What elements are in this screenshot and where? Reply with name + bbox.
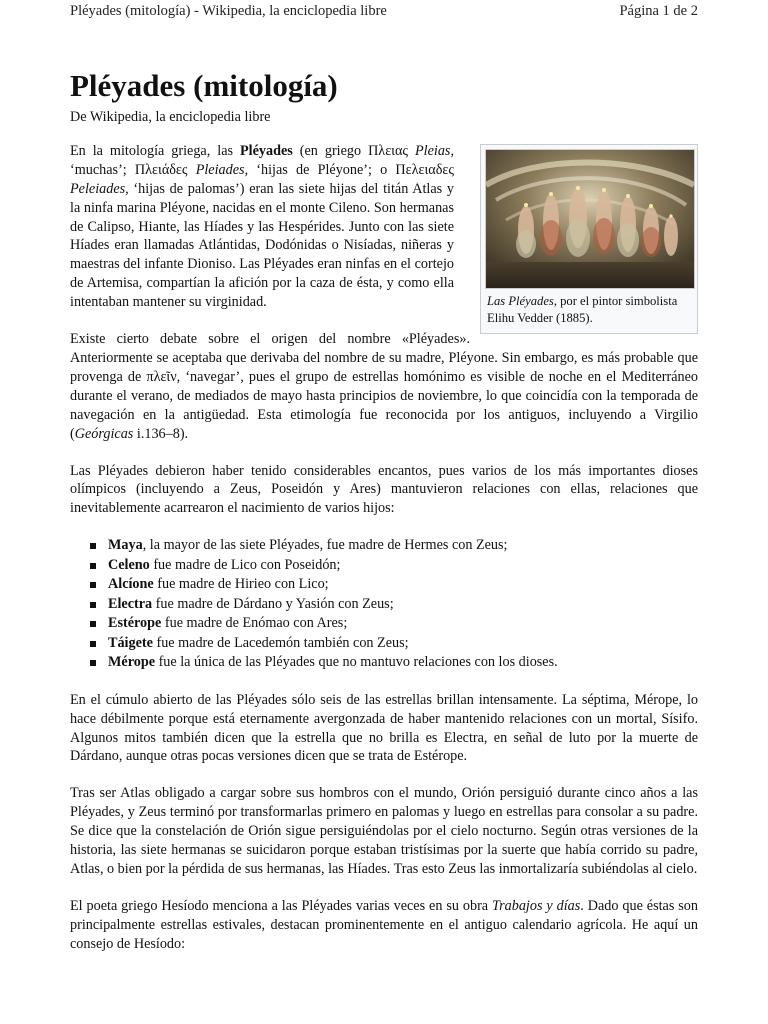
- pleiad-name: Estérope: [108, 615, 162, 632]
- figure-caption: [487, 293, 691, 327]
- pleiad-desc: fue madre de Dárdano y Yasión con Zeus;: [152, 595, 394, 612]
- intro-text-5: , ‘hijas de palomas’) eran las siete hijas del titán Atlas y la ninfa marina Pléyone, nacidas en el monte Cileno. Son hermanas de Calipso, Hiante, las Híades y las Hespérides. Junto con las siete Híades eran llamadas Atlántidas, Dodónidas o Nisíadas, niñeras y maestras del infante Dioniso. Las Pléyades eran ninfas en el cortejo de Artemisa, compartían la afición por la caza de ésta, y como ella intentaban mantener su virginidad.: [70, 180, 454, 311]
- figure-thumbnail: [480, 144, 698, 334]
- hesiod-paragraph: [70, 897, 698, 954]
- pleiad-name: Mérope: [108, 654, 156, 671]
- intro-text-1: En la mitología griega, las: [70, 142, 240, 159]
- orion-paragraph: Tras ser Atlas obligado a cargar sobre sus hombros con el mundo, Orión persiguió durante cinco años a las Pléyades, y Zeus terminó por transformarlas primero en palomas y luego en estrellas para consolar a su padre. Se dice que la constelación de Orión sigue persiguiéndolas por el cielo nocturno. Según otras versiones de la historia, las siete hermanas se suicidaron porque estaban tristísimas por la suerte que había corrido su padre, Atlas, o bien por la pérdida de sus hermanas, las Híades. Tras esto Zeus las inmortalizaría subiéndolas al cielo.: [70, 785, 698, 877]
- etymology-text-1: Existe cierto debate sobre el origen del nombre «Pléyades». Anteriormente se aceptaba que derivaba del nombre de su madre, Pléyone. Sin embargo, es más probable que provenga de πλεῖν, ‘navegar’, pues el grupo de estrellas homónimo es visible de noche en el Mediterráneo durante el verano, de mediados de mayo hasta principios de noviembre, lo que coincidía con la temporada de navegación en la antigüedad. Esta etimología fue reconocida por los antiguos, incluyendo a Virgilio (: [70, 331, 698, 442]
- children-list: [70, 536, 698, 673]
- hesiod-text-2: . Dado que éstas son principalmente estrellas estivales, destacan prominentemente en el antiguo calendario agrícola. He aquí un consejo de Hesíodo:: [70, 897, 698, 952]
- relations-paragraph: Las Pléyades debieron haber tenido considerables encantos, pues varios de los más importantes dioses olímpicos (incluyendo a Zeus, Poseidón y Ares) mantuvieron relaciones con ellas, relaciones que inevitablemente acarrearon el nacimiento de varios hijos:: [70, 462, 698, 517]
- etymology-georgicas: Geórgicas: [74, 425, 134, 442]
- pleiad-name: Táigete: [108, 634, 153, 651]
- pleiad-desc: fue la única de las Pléyades que no mantuvo relaciones con los dioses.: [155, 654, 558, 671]
- intro-term-pleiades: Pleiades: [195, 161, 245, 178]
- article-content: [70, 66, 698, 972]
- intro-term-peleiades: Peleiades: [70, 180, 126, 197]
- list-item: [108, 595, 698, 615]
- list-item: [108, 614, 698, 634]
- article-subtitle: De Wikipedia, la enciclopedia libre: [70, 109, 271, 125]
- print-header: [70, 0, 698, 22]
- list-item: [108, 634, 698, 654]
- intro-text-2: (en griego Πλειας: [292, 142, 415, 159]
- pleiad-name: Alcíone: [108, 576, 154, 593]
- list-item: [108, 556, 698, 576]
- pleiad-desc: fue madre de Lico con Poseidón;: [149, 556, 341, 573]
- pleiad-desc: fue madre de Enómao con Ares;: [161, 615, 348, 632]
- pleiad-desc: fue madre de Hirieo con Lico;: [153, 576, 329, 593]
- etymology-paragraph: [70, 330, 698, 443]
- list-item: [108, 536, 698, 556]
- print-header-page-number: Página 1 de 2: [619, 2, 698, 19]
- print-header-title: Pléyades (mitología) - Wikipedia, la enciclopedia libre: [70, 2, 387, 19]
- intro-text-3: , ‘muchas’; Πλειάδες: [70, 142, 454, 178]
- pleiad-desc: fue madre de Lacedemón también con Zeus;: [152, 634, 409, 651]
- pleiad-name: Electra: [108, 595, 153, 612]
- pleiad-name: Celeno: [108, 556, 150, 573]
- pleiad-name: Maya: [108, 537, 143, 554]
- pleiades-painting-image[interactable]: [485, 149, 695, 289]
- list-item: [108, 653, 698, 673]
- cluster-paragraph: En el cúmulo abierto de las Pléyades sólo seis de las estrellas brillan intensamente. La séptima, Mérope, lo hace débilmente porque está eternamente avergonzada de haber mantenido relaciones con un mortal, Sísifo. Algunos mitos también dicen que la estrella que no brilla es Electra, en señal de luto por la muerte de Dárdano, aunque otras pocas versiones dicen que se trata de Estérope.: [70, 691, 698, 765]
- figure-caption-title: Las Pléyades: [487, 293, 554, 308]
- intro-term-pleyades: Pléyades: [239, 142, 293, 159]
- figure-caption-text: , por el pintor simbolista Elihu Vedder (1885).: [487, 293, 678, 325]
- hesiod-text-1: El poeta griego Hesíodo menciona a las Pléyades varias veces en su obra: [70, 897, 493, 914]
- article-title: Pléyades (mitología): [70, 68, 338, 103]
- hesiod-work-title: Trabajos y días: [492, 897, 581, 914]
- etymology-text-2: i.136–8).: [133, 425, 189, 442]
- intro-paragraph: [70, 142, 454, 312]
- pleiad-desc: , la mayor de las siete Pléyades, fue madre de Hermes con Zeus;: [142, 537, 508, 554]
- list-item: [108, 575, 698, 595]
- intro-term-pleias: Pleias: [414, 142, 451, 159]
- intro-text-4: , ‘hijas de Pléyone’; o Πελειαδες: [244, 161, 454, 178]
